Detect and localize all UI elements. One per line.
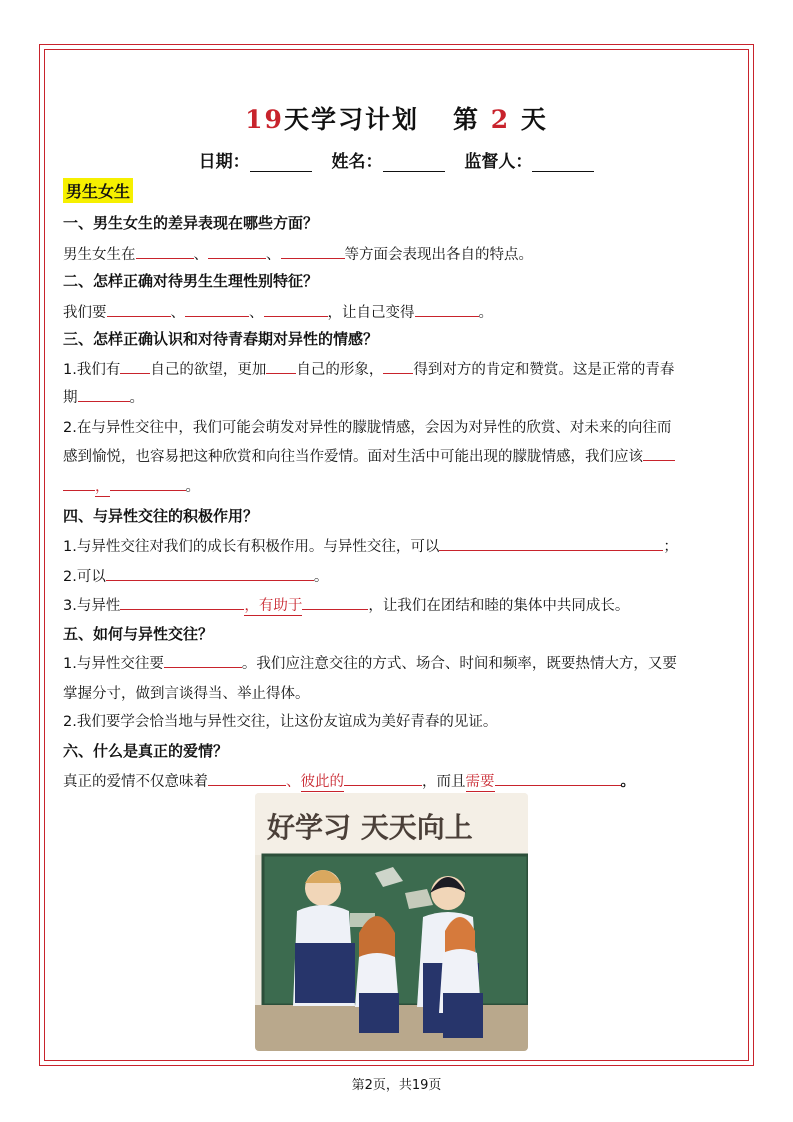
q6-answer-line: 真正的爱情不仅意味着 、彼此的 ，而且需要 。 <box>63 770 635 792</box>
supervisor-label: 监督人： <box>464 152 533 172</box>
q4-line-3: 3.与异性 ，有助于 ，让我们在团结和睦的集体中共同成长。 <box>63 594 629 616</box>
date-blank[interactable] <box>250 153 312 172</box>
fill-blank[interactable] <box>439 536 663 551</box>
q3-line-1: 1.我们有 自己的欲望，更加 自己的形象， 得到对方的肯定和赞赏。这是正常的青春 <box>63 358 674 379</box>
meta-row <box>0 147 793 172</box>
fill-blank[interactable] <box>495 771 621 786</box>
title-plan-days: 19 <box>245 105 284 134</box>
fill-blank[interactable] <box>302 595 368 610</box>
fill-blank[interactable] <box>106 566 314 581</box>
fill-blank[interactable] <box>164 653 242 668</box>
fill-blank[interactable] <box>136 244 194 259</box>
title-day-prefix: 第 <box>452 105 480 134</box>
q2-heading: 二、怎样正确对待男生生理性别特征？ <box>63 272 319 290</box>
q5-line-1: 1.与异性交往要 。我们应注意交往的方式、场合、时间和频率，既要热情大方，又要 <box>63 652 677 673</box>
supervisor-blank[interactable] <box>532 153 594 172</box>
title-day-number: 2 <box>490 105 511 134</box>
red-hint-text: ，有助于 <box>244 594 302 616</box>
fill-blank[interactable] <box>383 359 413 374</box>
fill-blank[interactable] <box>208 771 286 786</box>
date-label: 日期： <box>198 152 250 172</box>
red-hint-text: 需要 <box>466 770 495 792</box>
topic-heading: 男生女生 <box>63 178 133 203</box>
q4-line-2: 2.可以 。 <box>63 565 328 586</box>
q3-line-2: 期 。 <box>63 386 144 407</box>
title-day-suffix: 天 <box>520 105 548 134</box>
q3-line-4: 感到愉悦，也容易把这种欣赏和向往当作爱情。面对生活中可能出现的朦胧情感，我们应该 <box>63 445 675 466</box>
classroom-scene-image <box>255 793 528 1051</box>
fill-blank[interactable] <box>266 359 296 374</box>
board-slogan: 好学习 天天向上 <box>267 811 473 844</box>
red-hint-text: 彼此的 <box>301 770 345 792</box>
q4-line-1: 1.与异性交往对我们的成长有积极作用。与异性交往，可以 ； <box>63 535 678 556</box>
name-label: 姓名： <box>331 152 383 172</box>
q3-line-5: ， 。 <box>63 475 200 497</box>
q1-answer-line: 男生女生在 、 、 等方面会表现出各自的特点。 <box>63 243 533 264</box>
fill-blank[interactable] <box>110 476 186 491</box>
fill-blank[interactable] <box>107 302 171 317</box>
q3-line-3: 2.在与异性交往中，我们可能会萌发对异性的朦胧情感，会因为对异性的欣赏、对未来的向往而 <box>63 420 672 436</box>
fill-blank[interactable] <box>643 446 675 461</box>
fill-blank[interactable] <box>208 244 266 259</box>
fill-blank[interactable] <box>264 302 328 317</box>
q5-heading: 五、如何与异性交往？ <box>63 625 214 643</box>
q2-answer-line: 我们要 、 、 ，让自己变得 。 <box>63 301 493 322</box>
title-plan-text: 天学习计划 <box>283 105 419 134</box>
fill-blank[interactable] <box>120 359 150 374</box>
name-blank[interactable] <box>383 153 445 172</box>
q3-heading: 三、怎样正确认识和对待青春期对异性的情感？ <box>63 330 379 348</box>
fill-blank[interactable] <box>185 302 249 317</box>
red-comma: ， <box>95 475 110 497</box>
fill-blank[interactable] <box>78 387 130 402</box>
classroom-illustration <box>255 793 528 1051</box>
q1-heading: 一、男生女生的差异表现在哪些方面？ <box>63 214 319 232</box>
fill-blank[interactable] <box>281 244 345 259</box>
fill-blank[interactable] <box>120 595 244 610</box>
q5-line-3: 2.我们要学会恰当地与异性交往，让这份友谊成为美好青春的见证。 <box>63 714 498 730</box>
page-footer: 第2页，共19页 <box>351 1078 442 1093</box>
q5-line-2: 掌握分寸，做到言谈得当、举止得体。 <box>63 686 310 702</box>
fill-blank[interactable] <box>63 476 95 491</box>
fill-blank[interactable] <box>344 771 422 786</box>
page-title <box>0 100 793 136</box>
fill-blank[interactable] <box>415 302 479 317</box>
q6-heading: 六、什么是真正的爱情？ <box>63 742 229 760</box>
q4-heading: 四、与异性交往的积极作用？ <box>63 507 259 525</box>
